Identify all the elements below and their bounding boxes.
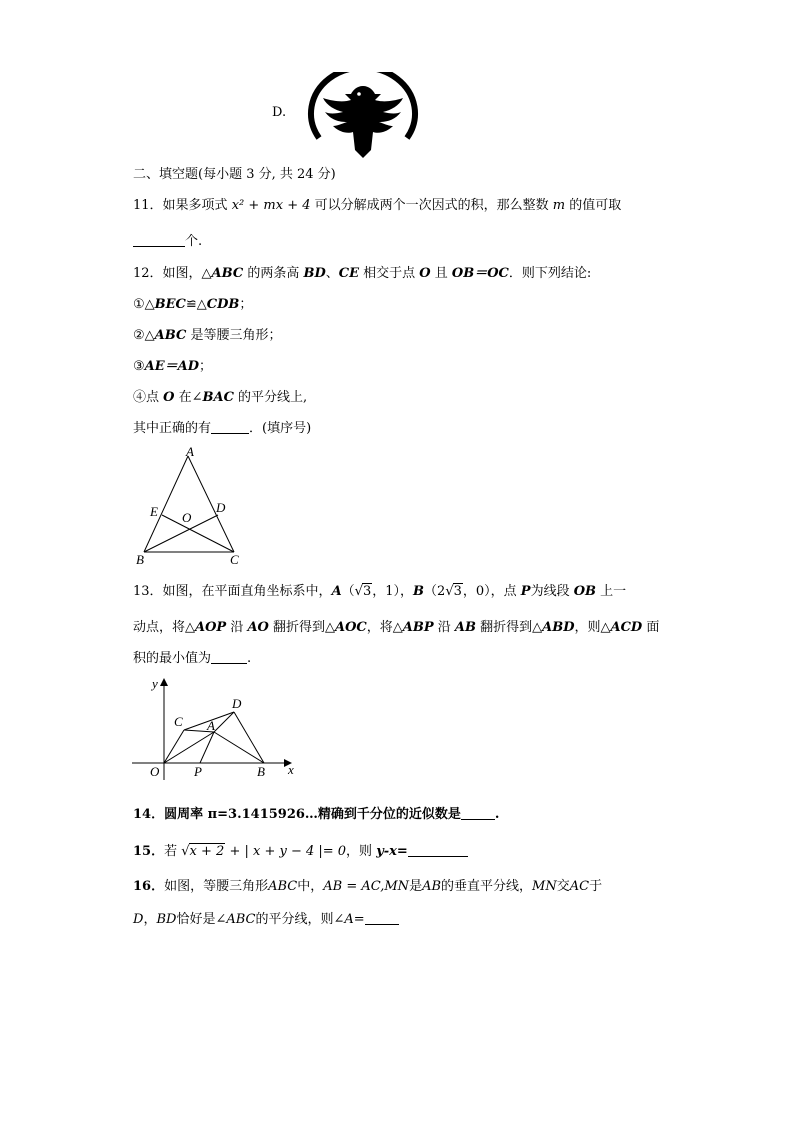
label-d: D <box>232 696 242 711</box>
label-x: x <box>288 762 294 777</box>
q12-conclusion-1: ①△BEC≌△CDB； <box>133 297 253 312</box>
q13-line1: 13．如图，在平面直角坐标系中，A（√3，1），B（2√3，0），点 P为线段 OB 上一 <box>133 584 627 599</box>
q13-coordinate-figure <box>130 672 310 784</box>
q12-conclusion-4: ④点 O 在∠BAC 的平分线上, <box>133 390 308 405</box>
q11-polynomial: x² + mx + 4 <box>231 198 311 213</box>
seg-db <box>234 712 264 763</box>
label-b: B <box>257 764 265 779</box>
q16-line2: D，BD恰好是∠ABC的平分线，则∠A= <box>133 912 399 928</box>
label-y: y <box>152 676 158 691</box>
q14-answer-blank[interactable] <box>461 807 495 820</box>
q13-line2: 动点，将△AOP 沿 AO 翻折得到△AOC，将△ABP 沿 AB 翻折得到△ABD，则△ACD 面 <box>133 620 660 635</box>
q13-answer-blank[interactable] <box>211 651 247 664</box>
label-d: D <box>216 500 226 515</box>
label-c: C <box>174 714 183 729</box>
q15-answer-blank[interactable] <box>408 844 468 857</box>
side-ac <box>188 456 234 552</box>
q11-answer-blank[interactable] <box>133 234 185 247</box>
altitude-bd <box>144 515 218 552</box>
label-b: B <box>136 552 144 567</box>
q13-line3: 积的最小值为 . <box>133 651 252 666</box>
label-e: E <box>150 504 158 519</box>
q11-line2: 个. <box>133 234 202 250</box>
q15-radicand: x + 2 <box>189 844 225 859</box>
q12-triangle-figure <box>130 442 260 572</box>
label-o: O <box>182 510 192 525</box>
q12-question: 其中正确的有 ．(填序号) <box>133 421 312 436</box>
option-d-label: D. <box>272 105 287 120</box>
q14-line: 14．圆周率 π=3.1415926…精确到千分位的近似数是 . <box>133 807 500 822</box>
section-title: 二、填空题(每小题 3 分, 共 24 分) <box>133 167 336 182</box>
seg-ad <box>214 712 234 732</box>
label-c: C <box>230 552 239 567</box>
q12-answer-blank[interactable] <box>211 421 249 434</box>
q15-line: 15．若 √x + 2 + | x + y − 4 |= 0，则 y-x= <box>133 843 468 860</box>
label-a: A <box>207 718 215 733</box>
label-o: O <box>150 764 160 779</box>
seg-oc <box>164 730 184 763</box>
eagle-emblem-image <box>305 72 421 160</box>
label-a: A <box>186 444 194 459</box>
q11-line1: 11．如果多项式 x² + mx + 4 可以分解成两个一次因式的积，那么整数 m 的值可取 <box>133 198 622 213</box>
q16-answer-blank[interactable] <box>365 912 399 925</box>
altitude-ce <box>162 515 234 552</box>
label-p: P <box>194 764 202 779</box>
q12-conclusion-2: ②△ABC 是等腰三角形； <box>133 328 282 343</box>
q12-conclusion-3: ③AE＝AD； <box>133 359 213 374</box>
seg-ab <box>214 732 264 763</box>
q16-line1: 16．如图，等腰三角形ABC中，AB = AC,MN是AB的垂直平分线，MN交AC于 <box>133 879 603 894</box>
q12-stem: 12．如图，△ABC 的两条高 BD、CE 相交于点 O 且 OB＝OC．则下列结论: <box>133 266 592 281</box>
